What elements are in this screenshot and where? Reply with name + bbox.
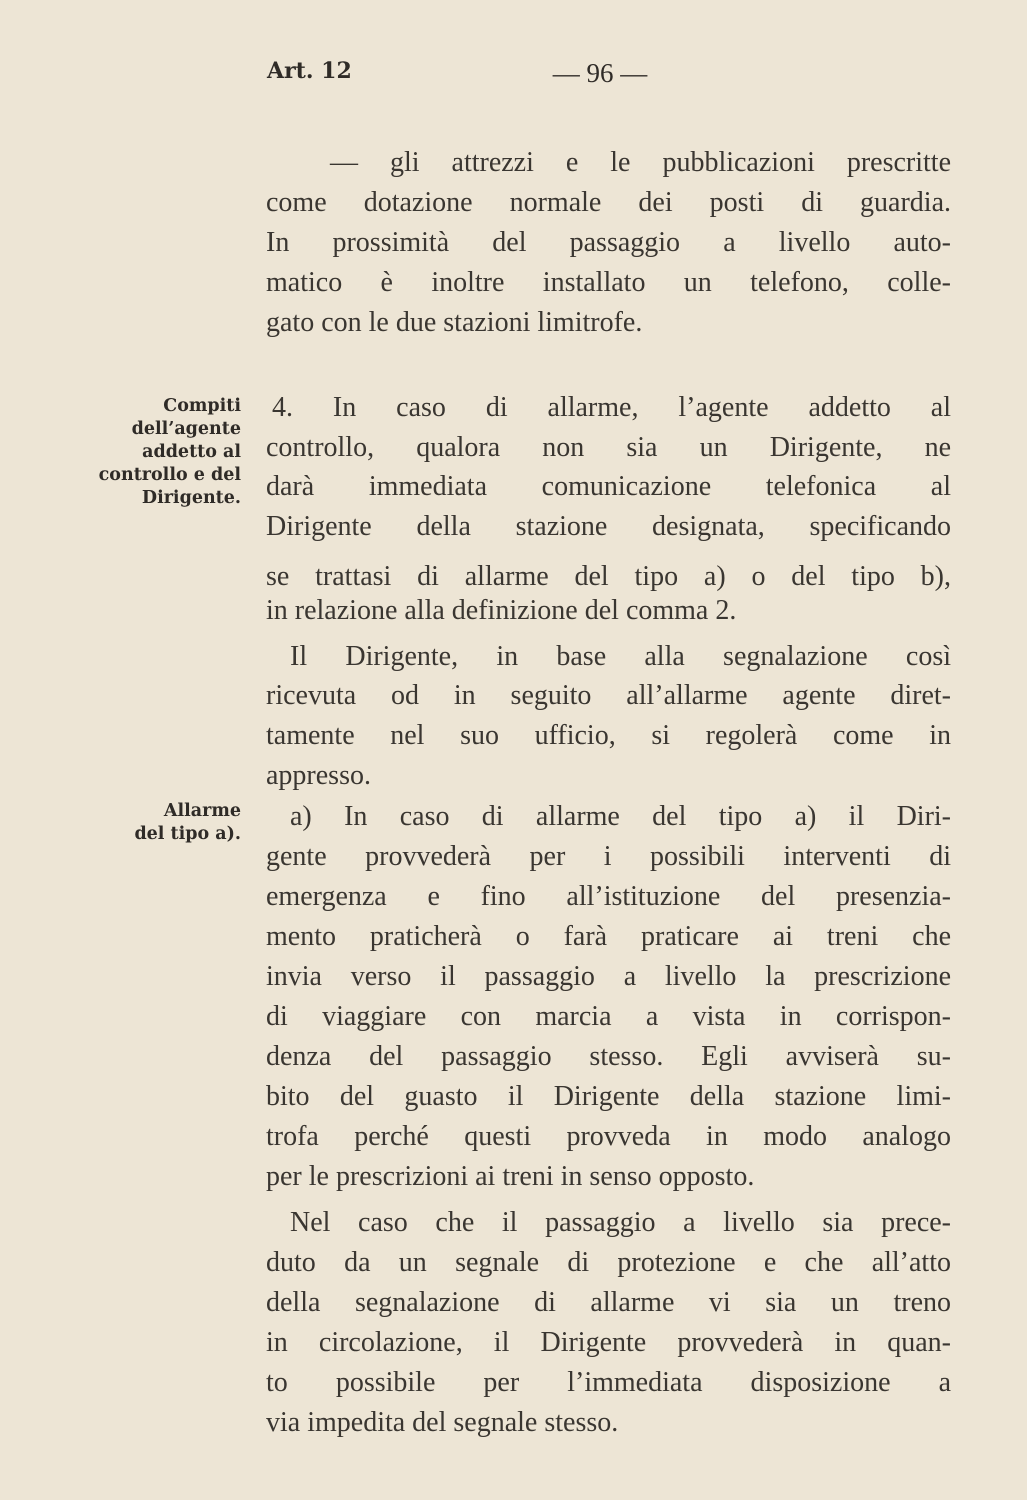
- text-line: come dotazione normale dei posti di guardia.: [266, 187, 951, 218]
- text-line: a) In caso di allarme del tipo a) il Diri-: [290, 801, 951, 832]
- article-header: Art. 12: [267, 58, 352, 84]
- margin-note-line: del tipo a).: [134, 824, 241, 844]
- text-line: mento praticherà o farà praticare ai treni che: [266, 921, 951, 952]
- text-line: ricevuta od in seguito all’allarme agente diret-: [266, 680, 951, 711]
- text-line: darà immediata comunicazione telefonica al: [266, 471, 951, 502]
- margin-note-alarm-type-a: [134, 800, 241, 846]
- text-line: in circolazione, il Dirigente provvederà in quan-: [266, 1327, 951, 1358]
- text-line: per le prescrizioni ai treni in senso opposto.: [266, 1161, 755, 1192]
- text-line: In prossimità del passaggio a livello auto-: [266, 227, 951, 258]
- text-line: se trattasi di allarme del tipo a) o del tipo b),: [266, 561, 951, 592]
- text-line: gato con le due stazioni limitrofe.: [266, 307, 643, 338]
- margin-note-duties: [99, 395, 241, 510]
- page-number: — 96 —: [552, 58, 648, 88]
- text-line: Dirigente della stazione designata, specificando: [266, 511, 951, 542]
- text-line: to possibile per l’immediata disposizione a: [266, 1367, 951, 1398]
- margin-note-line: dell’agente: [131, 419, 241, 439]
- text-line: 4. In caso di allarme, l’agente addetto al: [272, 392, 951, 423]
- text-line: Nel caso che il passaggio a livello sia prece-: [290, 1207, 951, 1238]
- text-line: gente provvederà per i possibili interventi di: [266, 841, 951, 872]
- text-line: emergenza e fino all’istituzione del presenzia-: [266, 881, 951, 912]
- margin-note-line: controllo e del: [98, 465, 241, 485]
- margin-note-line: Compiti: [163, 396, 241, 416]
- text-line: controllo, qualora non sia un Dirigente, ne: [266, 432, 951, 463]
- text-line: denza del passaggio stesso. Egli avviserà su-: [266, 1041, 951, 1072]
- text-line: trofa perché questi provveda in modo analogo: [266, 1121, 951, 1152]
- text-line: matico è inoltre installato un telefono, colle-: [266, 267, 951, 298]
- text-line: — gli attrezzi e le pubblicazioni prescritte: [330, 147, 951, 178]
- text-line: di viaggiare con marcia a vista in corrispon-: [266, 1001, 951, 1032]
- text-line: invia verso il passaggio a livello la prescrizione: [266, 961, 951, 992]
- margin-note-line: Allarme: [163, 801, 241, 821]
- margin-note-line: Dirigente.: [141, 488, 241, 508]
- text-line: della segnalazione di allarme vi sia un treno: [266, 1287, 951, 1318]
- text-line: via impedita del segnale stesso.: [266, 1407, 619, 1438]
- margin-note-line: addetto al: [142, 442, 241, 462]
- text-line: appresso.: [266, 760, 371, 791]
- text-line: duto da un segnale di protezione e che all’atto: [266, 1247, 951, 1278]
- text-line: in relazione alla definizione del comma 2.: [266, 595, 737, 626]
- text-line: bito del guasto il Dirigente della stazione limi-: [266, 1081, 951, 1112]
- text-line: tamente nel suo ufficio, si regolerà come in: [266, 720, 951, 751]
- text-line: Il Dirigente, in base alla segnalazione così: [290, 641, 951, 672]
